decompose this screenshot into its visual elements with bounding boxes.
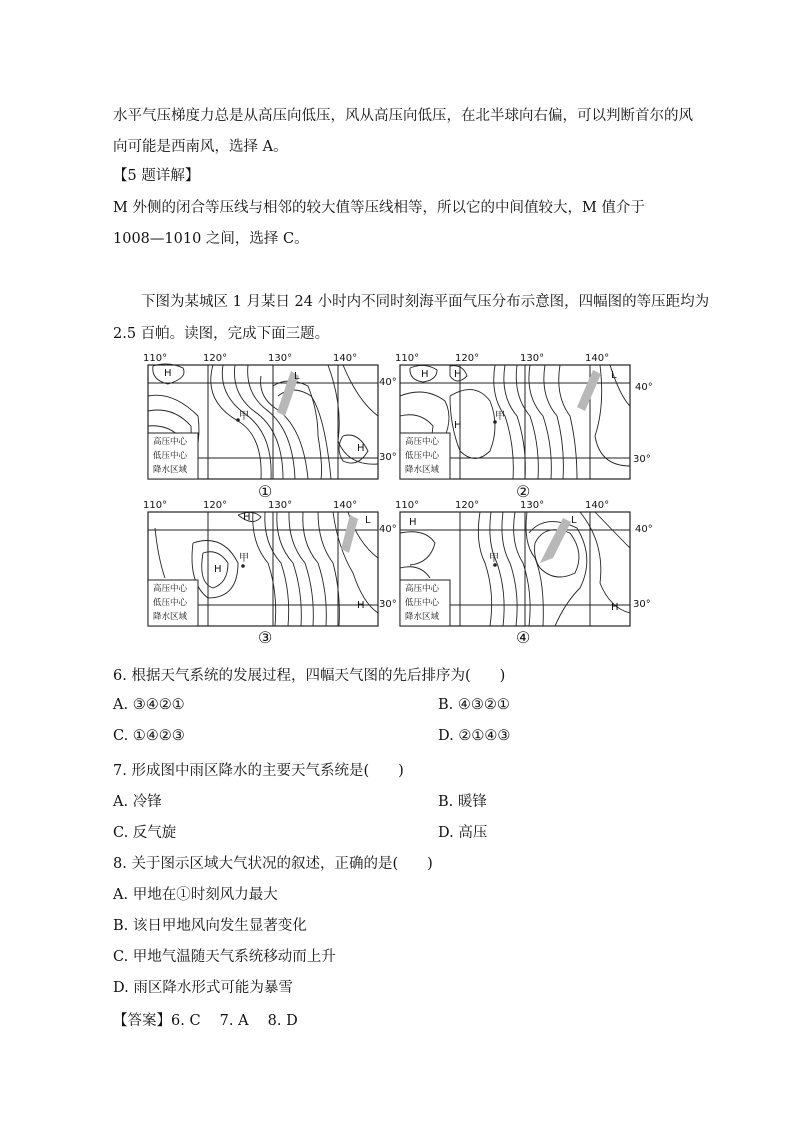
legend-rain: 降水区域 — [153, 612, 188, 622]
option-b[interactable]: B. 暖锋 — [438, 794, 487, 810]
high-center-mark: H — [357, 600, 365, 611]
low-center-mark: L — [294, 371, 300, 382]
longitude-label: 140° — [333, 353, 358, 364]
map-4 — [395, 500, 653, 623]
legend-rain: 降水区域 — [153, 465, 188, 475]
answer-line — [113, 1009, 298, 1030]
answer-text: 6. C 7. A 8. D — [171, 1013, 298, 1029]
high-center-mark: H — [454, 369, 462, 380]
high-center-mark: H — [243, 512, 251, 523]
place-jia: 甲 — [239, 553, 249, 564]
intro-line: 2.5 百帕。读图，完成下面三题。 — [113, 326, 330, 342]
map-number: ① — [258, 482, 273, 501]
high-center-mark: H — [164, 368, 172, 379]
low-center-mark: L — [571, 515, 577, 526]
latitude-label: 40° — [635, 382, 653, 393]
high-center-mark: H — [454, 420, 462, 431]
longitude-label: 110° — [143, 500, 168, 511]
map-number: ② — [516, 482, 531, 501]
prev-text-line: 向可能是西南风，选择 A。 — [113, 139, 288, 155]
latitude-label: 40° — [635, 524, 653, 535]
prev-text-line: 1008—1010 之间，选择 C。 — [113, 231, 309, 247]
legend-high: 高压中心 — [405, 584, 440, 594]
question-stem: 7. 形成图中雨区降水的主要天气系统是( ) — [113, 763, 404, 779]
legend-rain: 降水区域 — [405, 612, 440, 622]
legend-high: 高压中心 — [153, 584, 188, 594]
option-c[interactable]: C. 甲地气温随天气系统移动而上升 — [113, 949, 336, 965]
longitude-label: 130° — [520, 353, 545, 364]
question-stem: 6. 根据天气系统的发展过程，四幅天气图的先后排序为( ) — [113, 668, 506, 684]
map-number: ④ — [516, 628, 531, 647]
map-2 — [395, 353, 653, 476]
option-c[interactable]: C. ①④②③ — [113, 728, 185, 744]
low-center-mark: L — [611, 370, 617, 381]
longitude-label: 130° — [268, 500, 293, 511]
map-1 — [143, 353, 397, 476]
option-d[interactable]: D. ②①④③ — [438, 728, 511, 744]
option-d[interactable]: D. 高压 — [438, 825, 488, 841]
high-center-mark: H — [409, 517, 417, 528]
place-jia: 甲 — [489, 553, 499, 564]
longitude-label: 120° — [203, 500, 228, 511]
longitude-label: 140° — [585, 353, 610, 364]
legend-low: 低压中心 — [153, 598, 188, 608]
option-a[interactable]: A. ③④②① — [113, 697, 185, 713]
option-d[interactable]: D. 雨区降水形式可能为暴雪 — [113, 980, 293, 996]
legend-low: 低压中心 — [405, 451, 440, 461]
longitude-label: 110° — [143, 353, 168, 364]
option-a[interactable]: A. 冷锋 — [113, 794, 162, 810]
prev-text-line: 水平气压梯度力总是从高压向低压，风从高压向低压，在北半球向右偏，可以判断首尔的风 — [113, 108, 693, 124]
longitude-label: 140° — [585, 500, 610, 511]
legend-high: 高压中心 — [405, 437, 440, 447]
latitude-label: 40° — [379, 524, 397, 535]
latitude-label: 30° — [379, 599, 397, 610]
option-c[interactable]: C. 反气旋 — [113, 825, 177, 841]
longitude-label: 130° — [520, 500, 545, 511]
q5-heading: 【5 题详解】 — [113, 168, 200, 184]
latitude-label: 30° — [633, 454, 651, 465]
longitude-label: 120° — [203, 353, 228, 364]
map-3 — [143, 500, 397, 623]
longitude-label: 110° — [395, 353, 420, 364]
low-center-mark: L — [365, 515, 371, 526]
latitude-label: 30° — [379, 452, 397, 463]
place-jia: 甲 — [495, 411, 505, 422]
answer-label: 【答案】 — [113, 1013, 171, 1029]
legend-high: 高压中心 — [153, 437, 188, 447]
option-b[interactable]: B. 该日甲地风向发生显著变化 — [113, 918, 307, 934]
intro-line: 下图为某城区 1 月某日 24 小时内不同时刻海平面气压分布示意图，四幅图的等压距均为 — [141, 294, 710, 310]
longitude-label: 130° — [268, 353, 293, 364]
map-number: ③ — [258, 628, 273, 647]
option-b[interactable]: B. ④③②① — [438, 697, 510, 713]
prev-text-line: M 外侧的闭合等压线与相邻的较大值等压线相等，所以它的中间值较大，M 值介于 — [113, 200, 645, 216]
high-center-mark: H — [611, 602, 619, 613]
high-center-mark: H — [214, 564, 222, 575]
longitude-label: 140° — [333, 500, 358, 511]
longitude-label: 120° — [455, 353, 480, 364]
latitude-label: 30° — [633, 599, 651, 610]
legend-low: 低压中心 — [405, 598, 440, 608]
legend-low: 低压中心 — [153, 451, 188, 461]
high-center-mark: H — [357, 443, 365, 454]
high-center-mark: H — [421, 369, 429, 380]
legend-rain: 降水区域 — [405, 465, 440, 475]
question-stem: 8. 关于图示区域大气状况的叙述，正确的是( ) — [113, 856, 433, 872]
longitude-label: 110° — [395, 500, 420, 511]
longitude-label: 120° — [455, 500, 480, 511]
latitude-label: 40° — [379, 377, 397, 388]
place-jia: 甲 — [239, 411, 249, 422]
option-a[interactable]: A. 甲地在①时刻风力最大 — [113, 887, 278, 903]
